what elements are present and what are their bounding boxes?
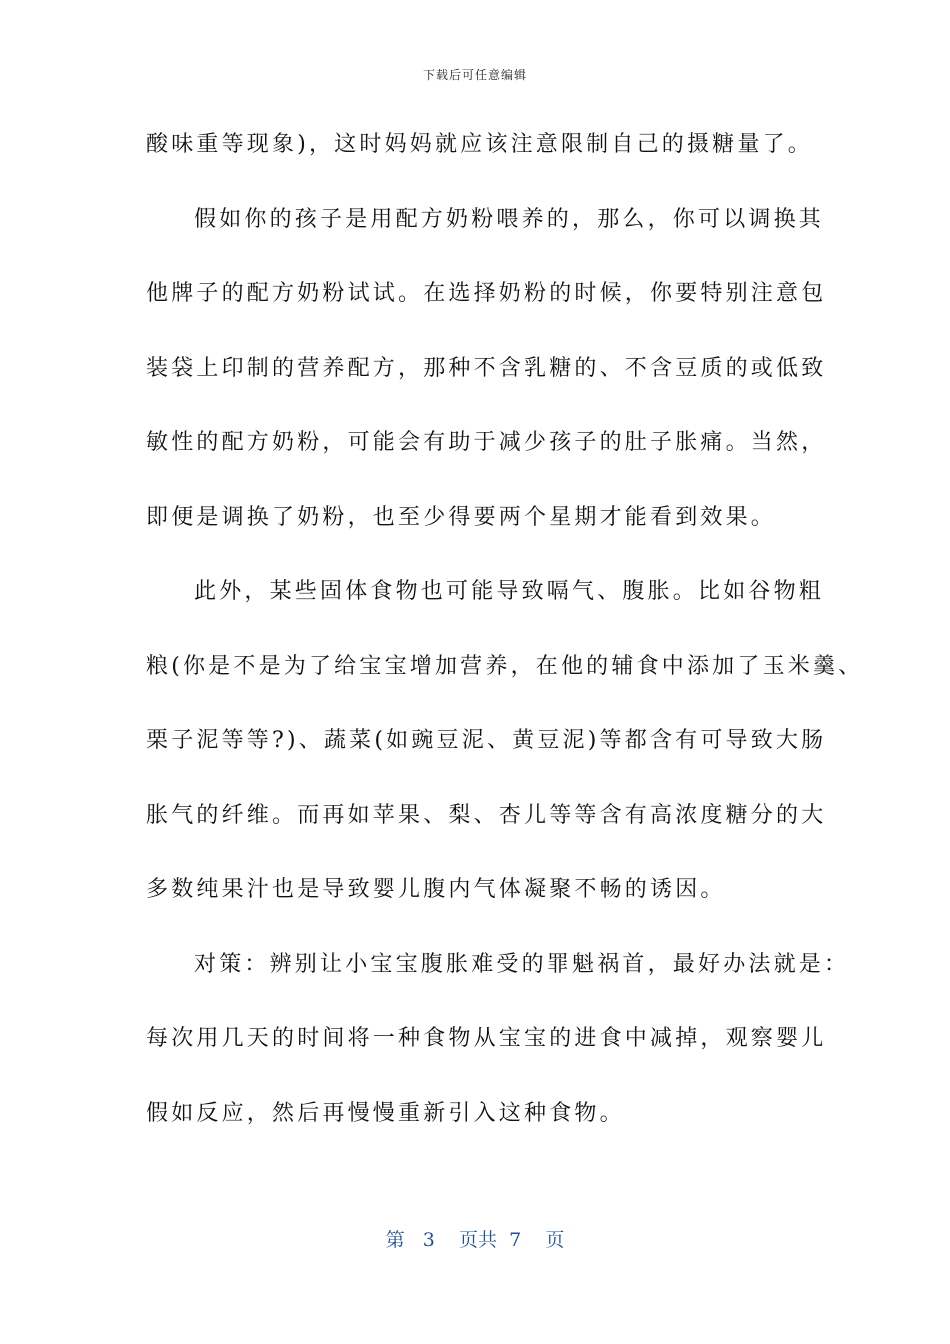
text-line: 假如你的孩子是用配方奶粉喂养的，那么，你可以调换其 [194,206,825,232]
text-line: 装袋上印制的营养配方，那种不含乳糖的、不含豆质的或低致 [146,355,827,381]
text-line: 栗子泥等等?)、蔬菜(如豌豆泥、黄豆泥)等都含有可导致大肠 [146,728,827,753]
text-line: 假如反应，然后再慢慢重新引入这种食物。 [146,1100,625,1126]
total-pages: 7 [509,1229,522,1251]
page-header: 下载后可任意编辑 [422,68,527,82]
text-line: 对策：辨别让小宝宝腹胀难受的罪魁祸首，最好办法就是： [194,951,850,977]
page-prefix: 第 [385,1229,405,1251]
text-line: 此外，某些固体食物也可能导致嗝气、腹胀。比如谷物粗 [194,579,825,604]
page-middle: 页共 [459,1229,498,1251]
text-line: 即便是调换了奶粉，也至少得要两个星期才能看到效果。 [146,504,777,530]
document-body [146,120,864,1163]
page-suffix: 页 [545,1229,565,1251]
text-line: 粮(你是不是为了给宝宝增加营养，在他的辅食中添加了玉米羹、 [146,653,864,679]
text-line: 每次用几天的时间将一种食物从宝宝的进食中减掉，观察婴儿 [146,1026,827,1051]
page-number: 3 [422,1229,435,1251]
text-line: 胀气的纤维。而再如苹果、梨、杏儿等等含有高浓度糖分的大 [146,802,827,828]
page-footer [0,1225,950,1252]
text-line: 酸味重等现象)，这时妈妈就应该注意限制自己的摄糖量了。 [146,132,813,157]
text-line: 他牌子的配方奶粉试试。在选择奶粉的时候，你要特别注意包 [146,281,827,306]
text-line: 敏性的配方奶粉，可能会有助于减少孩子的肚子胀痛。当然， [146,430,827,455]
text-line: 多数纯果汁也是导致婴儿腹内气体凝聚不畅的诱因。 [146,877,726,902]
